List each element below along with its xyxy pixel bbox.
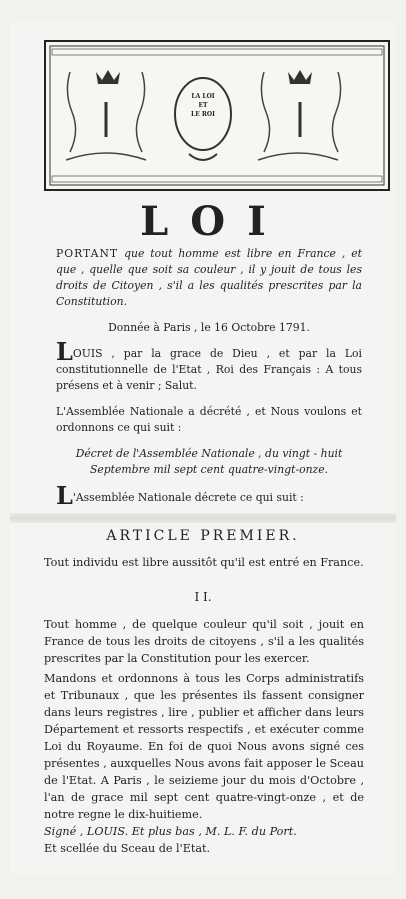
signature-line: Signé , LOUIS. Et plus bas , M. L. F. du Port. [44, 825, 297, 838]
cartouche-line: LA LOI [191, 93, 215, 100]
header-ornament [44, 40, 390, 191]
top-border-pattern [52, 49, 382, 55]
cartouche-line: ET [198, 102, 208, 109]
donnee-line: Donnée à Paris , le 16 Octobre 1791. [108, 321, 310, 334]
cartouche-text [175, 92, 231, 119]
assemblee-decree-text: 'Assemblée Nationale décrete ce qui suit : [72, 491, 304, 504]
article-2-number: I I. [194, 590, 212, 604]
page-title: LOI [140, 198, 288, 245]
drop-cap: L [56, 481, 73, 510]
crown-icon [96, 70, 312, 84]
article-1-text: Tout individu est libre aussitôt qu'il est entré en France. [44, 556, 364, 569]
bottom-border-pattern [52, 176, 382, 182]
louis-text: OUIS , par la grace de Dieu , et par la Loi constitutionnelle de l'Etat , Roi des Français : A tous présens et à venir ; Salut. [56, 347, 362, 392]
drop-cap: L [56, 337, 73, 366]
louis-paragraph [56, 337, 362, 394]
portant-paragraph [56, 246, 362, 310]
portant-lead: PORTANT [56, 247, 119, 260]
mandons-paragraph: Mandons et ordonnons à tous les Corps administratifs et Tribunaux , que les présentes ils fassent consigner dans leurs registres , lire , publier et afficher dans leurs Département et ressorts respectifs , et exécuter comme Loi du Royaume. En foi de quoi Nous avons signé ces présentes , auxquelles Nous avons fait apposer le Sceau de l'Etat. A Paris , le seizieme jour du mois d'Octobre , l'an de grace mil sept cent quatre-vingt-onze , et de notre regne le dix-huitieme. [44, 672, 364, 821]
article-2-text: Tout homme , de quelque couleur qu'il soit , jouit en France de tous les droits de citoyens , s'il a les qualités prescrites par la Constitution pour les exercer. [44, 618, 364, 665]
article-title: ARTICLE PREMIER. [106, 528, 300, 544]
portant-text: que tout homme est libre en France , et que , quelle que soit sa couleur , il y jouit de tous les droits de Citoyen , s'il a les qualités prescrites par la Constitution. [56, 247, 362, 308]
decret-paragraph: Décret de l'Assemblée Nationale , du vingt - huit Septembre mil sept cent quatre-vingt-onze. [75, 447, 343, 476]
cartouche-line: LE ROI [191, 111, 215, 118]
assemblee-paragraph: L'Assemblée Nationale a décrété , et Nous voulons et ordonnons ce qui suit : [56, 405, 362, 434]
page-fold [10, 513, 396, 523]
assemblee-decree-line [56, 481, 362, 510]
sealed-line: Et scellée du Sceau de l'Etat. [44, 842, 211, 855]
